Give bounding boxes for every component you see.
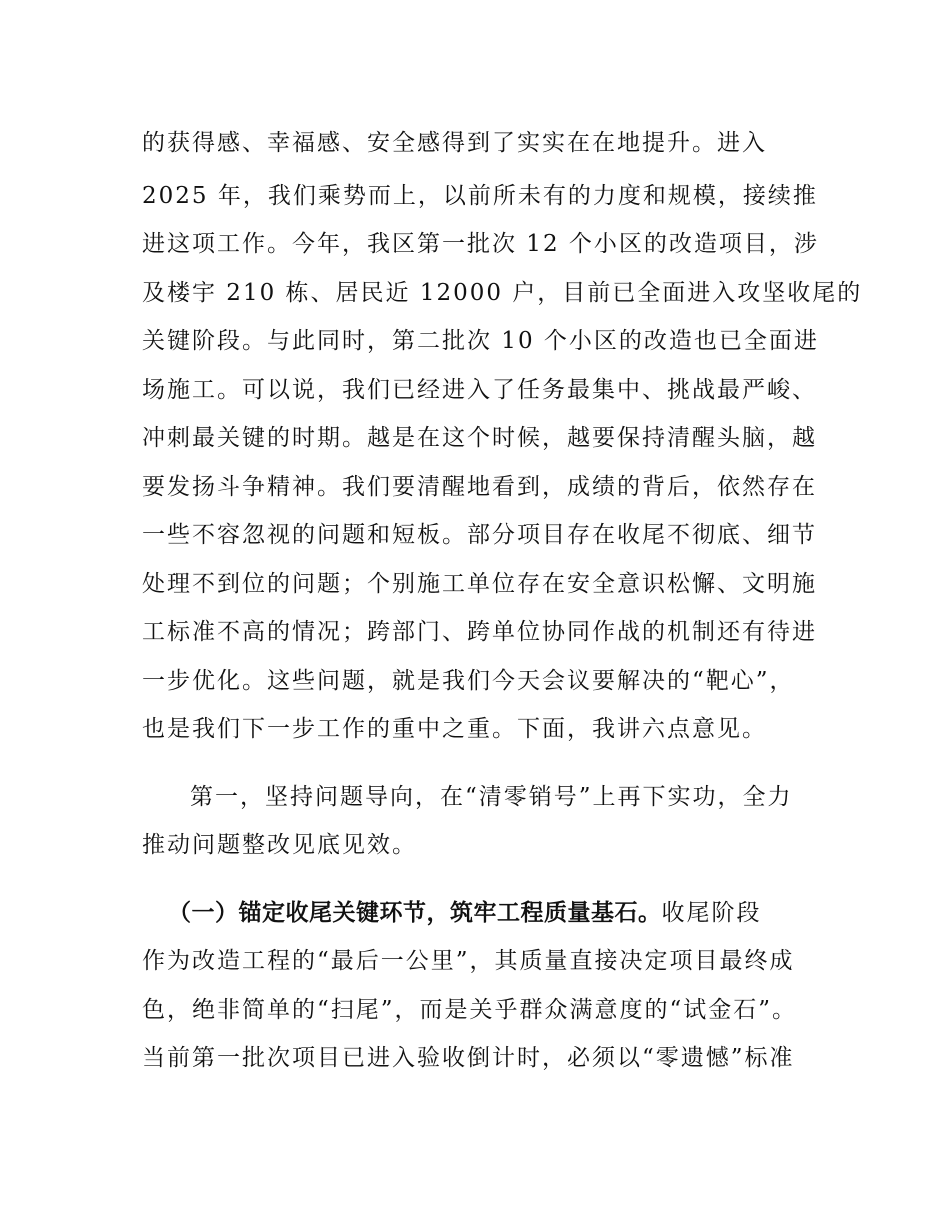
text-line: 第一，坚持问题导向，在“清零销号”上再下实功，全力: [190, 784, 793, 810]
text-line: 一些不容忽视的问题和短板。部分项目存在收尾不彻底、细节: [142, 522, 817, 548]
text-line: 色，绝非简单的“扫尾”，而是关乎群众满意度的“试金石”。: [142, 997, 798, 1023]
text-line: 场施工。可以说，我们已经进入了任务最集中、挑战最严峻、: [142, 377, 817, 403]
text-line: 2025 年，我们乘势而上，以前所未有的力度和规模，接续推: [142, 183, 818, 209]
text-line: 工标准不高的情况；跨部门、跨单位协同作战的机制还有待进: [142, 619, 817, 645]
text-line: [168, 897, 762, 929]
text-line: 当前第一批次项目已进入验收倒计时，必须以“零遗憾”标准: [142, 1045, 795, 1071]
text-line: 也是我们下一步工作的重中之重。下面，我讲六点意见。: [142, 716, 767, 742]
text-line: 的获得感、幸福感、安全感得到了实实在在地提升。进入: [142, 130, 767, 156]
text-line: 作为改造工程的“最后一公里”，其质量直接决定项目最终成: [142, 948, 795, 974]
text-line: 一步优化。这些问题，就是我们今天会议要解决的“靶心”，: [142, 668, 795, 694]
text-line: 进这项工作。今年，我区第一批次 12 个小区的改造项目，涉: [142, 231, 819, 257]
text-line: 关键阶段。与此同时，第二批次 10 个小区的改造也已全面进: [142, 328, 819, 354]
text-line: 处理不到位的问题；个别施工单位存在安全意识松懈、文明施: [142, 571, 817, 597]
text-line: 冲刺最关键的时期。越是在这个时候，越要保持清醒头脑，越: [142, 425, 817, 451]
text-line: 推动问题整改见底见效。: [142, 832, 417, 858]
text-line: 及楼宇 210 栋、居民近 12000 户，目前已全面进入攻坚收尾的: [142, 280, 863, 306]
section-heading: （一）锚定收尾关键环节，筑牢工程质量基石。: [168, 900, 662, 926]
heading-trailing-text: 收尾阶段: [661, 900, 762, 926]
text-line: 要发扬斗争精神。我们要清醒地看到，成绩的背后，依然存在: [142, 474, 817, 500]
